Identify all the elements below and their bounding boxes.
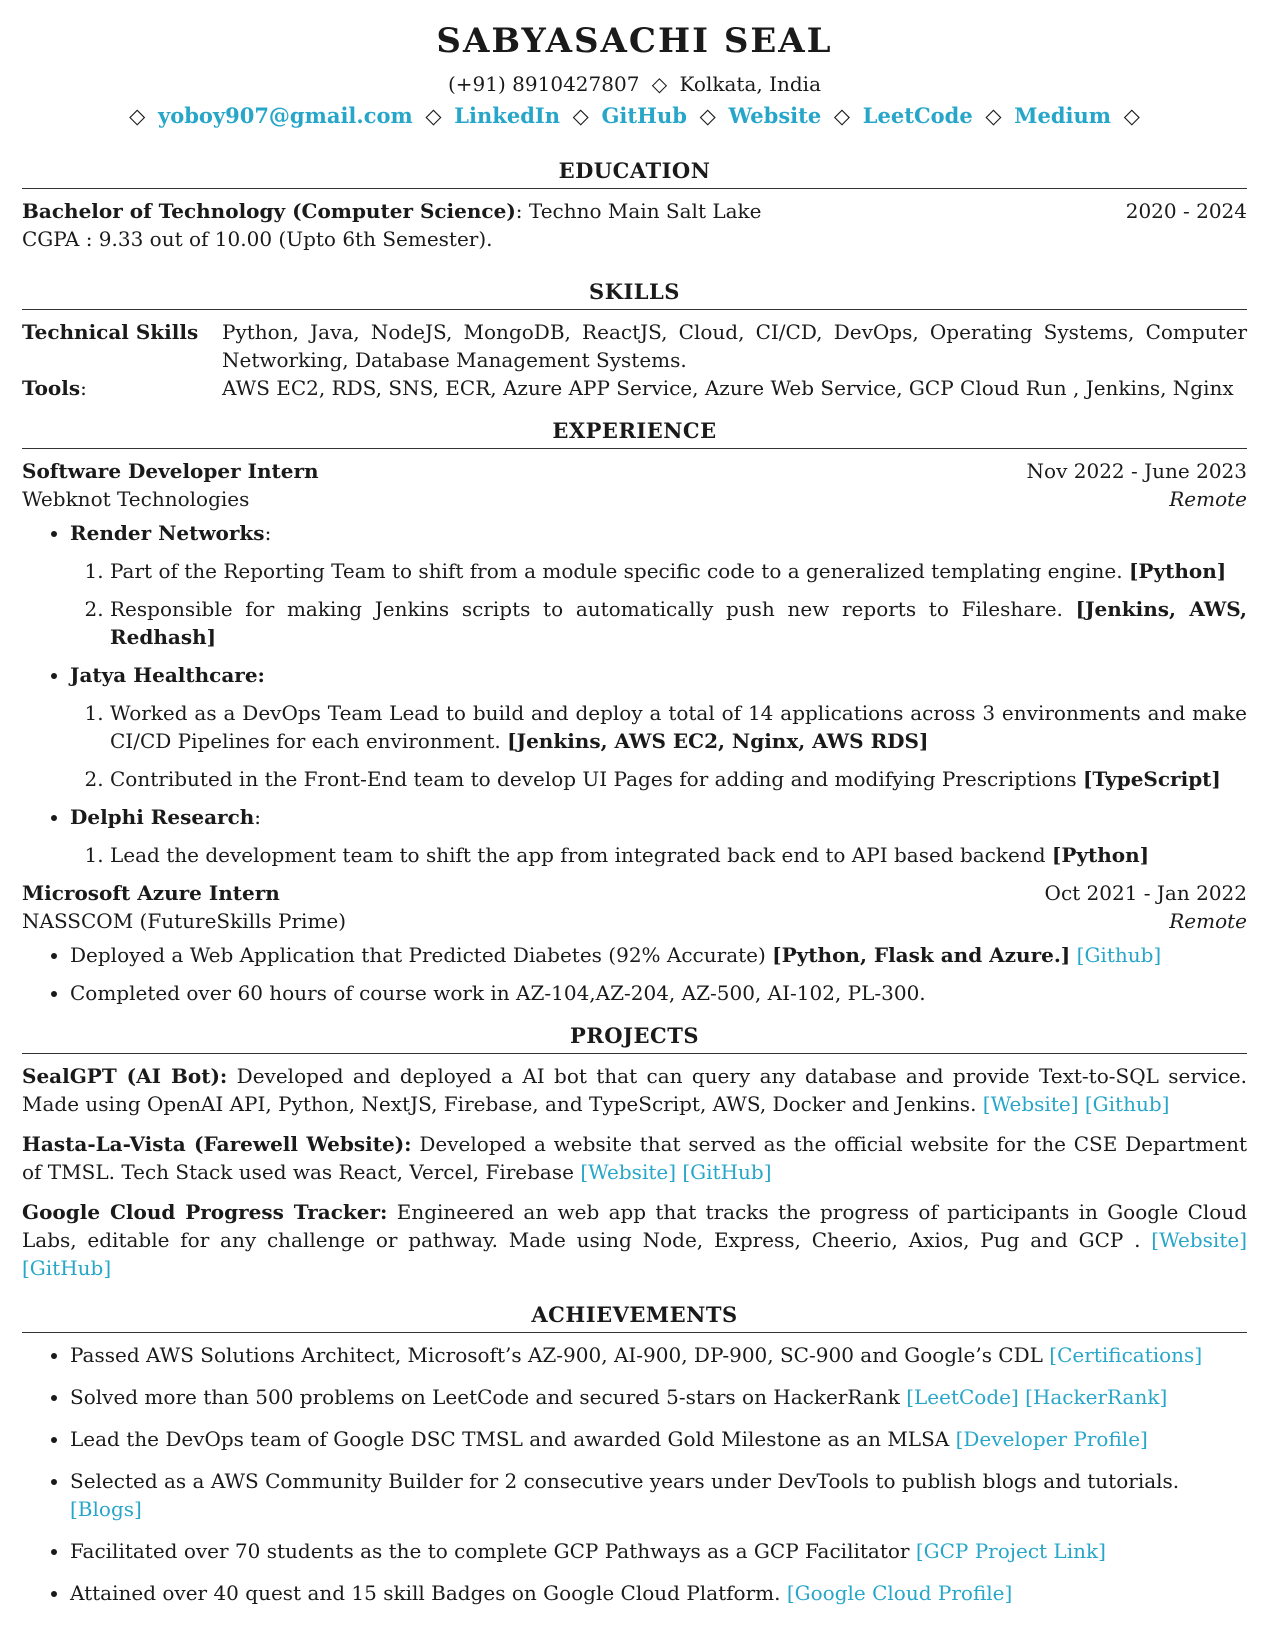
separator-diamond-icon: ◇	[833, 104, 851, 128]
job1-role: Software Developer Intern	[22, 459, 319, 483]
blogs-link[interactable]: [Blogs]	[70, 1497, 142, 1521]
section-divider	[22, 188, 1247, 189]
section-divider	[22, 448, 1247, 449]
school: Techno Main Salt Lake	[528, 199, 762, 223]
client-tasks	[70, 699, 1247, 793]
job1-mode: Remote	[1169, 487, 1247, 511]
task-item	[110, 699, 1247, 755]
job1-dates: Nov 2022 - June 2023	[1026, 459, 1247, 483]
project-name: Hasta-La-Vista (Farewell Website):	[22, 1132, 412, 1156]
cgpa-row	[22, 225, 1247, 253]
project-desc: Developed and deployed a AI bot that can query any database and provide Text-to-SQL service. Made using OpenAI API, Python, NextJS, Firebase, and TypeScript, AWS, Docker and Jenkins.	[22, 1064, 1247, 1116]
section-title-experience: EXPERIENCE	[552, 418, 717, 443]
project-name: Google Cloud Progress Tracker:	[22, 1200, 388, 1224]
cgpa: CGPA : 9.33 out of 10.00 (Upto 6th Semester).	[22, 227, 493, 251]
achievement-text: Selected as a AWS Community Builder for 2 consecutive years under DevTools to publish blogs and tutorials.	[70, 1469, 1180, 1493]
achievement-item	[70, 1383, 1247, 1411]
certifications-link[interactable]: [Certifications]	[1049, 1343, 1203, 1367]
job2-dates: Oct 2021 - Jan 2022	[1044, 881, 1247, 905]
separator-diamond-icon: ◇	[699, 104, 716, 128]
technical-skills-label: Technical Skills	[22, 320, 199, 344]
client-tasks	[70, 557, 1247, 651]
project-item	[22, 1198, 1247, 1282]
tools-value: AWS EC2, RDS, SNS, ECR, Azure APP Service, Azure Web Service, GCP Cloud Run , Jenkins, Nginx	[222, 376, 1234, 400]
location: Kolkata, India	[679, 72, 821, 96]
google-cloud-profile-link[interactable]: [Google Cloud Profile]	[786, 1581, 1013, 1605]
task-text: Contributed in the Front-End team to develop UI Pages for adding and modifying Prescriptions	[110, 767, 1077, 791]
project-website-link[interactable]: [Website]	[580, 1160, 677, 1184]
client-tasks	[70, 841, 1247, 869]
bullet-text: Completed over 60 hours of course work in AZ-104,AZ-204, AZ-500, AI-102, PL-300.	[70, 981, 926, 1005]
job2-role: Microsoft Azure Intern	[22, 881, 280, 905]
separator-diamond-icon: ◇	[572, 104, 589, 128]
contact-row	[22, 68, 1247, 100]
task-tag: [TypeScript]	[1082, 767, 1221, 791]
project-github-link[interactable]: [Github]	[1084, 1092, 1170, 1116]
hackerrank-link[interactable]: [HackerRank]	[1025, 1385, 1168, 1409]
project-github-link[interactable]: [GitHub]	[22, 1256, 112, 1280]
tools-label-wrap	[22, 374, 222, 402]
separator-diamond-icon: ◇	[985, 104, 1002, 128]
achievement-list	[22, 1341, 1247, 1607]
bullet-tag: [Python, Flask and Azure.]	[772, 943, 1071, 967]
education-degree-line	[22, 197, 762, 225]
client-suffix: :	[264, 521, 272, 545]
achievement-item	[70, 1341, 1247, 1369]
achievement-item	[70, 1425, 1247, 1453]
separator-diamond-icon: ◇	[425, 104, 442, 128]
phone-number: (+91) 8910427807	[448, 72, 640, 96]
achievement-text: Facilitated over 70 students as the to complete GCP Pathways as a GCP Facilitator	[70, 1539, 910, 1563]
medium-link[interactable]: Medium	[1014, 103, 1111, 128]
client-suffix: :	[254, 805, 262, 829]
project-item	[22, 1130, 1247, 1186]
skills-grid	[22, 318, 1247, 402]
job1-subheader	[22, 485, 1247, 513]
job2-bullet	[70, 979, 1247, 1007]
github-link[interactable]: [Github]	[1076, 943, 1162, 967]
linkedin-link[interactable]: LinkedIn	[454, 103, 560, 128]
task-tag: [Python]	[1128, 559, 1227, 583]
candidate-name: SABYASACHI SEAL	[436, 21, 833, 61]
task-text: Worked as a DevOps Team Lead to build and deploy a total of 14 applications across 3 environments and make CI/CD Pipelines for each environment.	[110, 701, 1247, 753]
separator-diamond-icon: ◇	[651, 72, 668, 96]
job2-header	[22, 879, 1247, 907]
project-github-link[interactable]: [GitHub]	[682, 1160, 772, 1184]
leetcode-link[interactable]: LeetCode	[862, 103, 973, 128]
tools-label: Tools	[22, 376, 81, 400]
technical-skills-value: Python, Java, NodeJS, MongoDB, ReactJS, Cloud, CI/CD, DevOps, Operating Systems, Computer Networking, Database Management Systems.	[222, 320, 1247, 372]
section-divider	[22, 1332, 1247, 1333]
job1-company: Webknot Technologies	[22, 487, 250, 511]
bullet-text: Deployed a Web Application that Predicted Diabetes (92% Accurate)	[70, 943, 766, 967]
leetcode-profile-link[interactable]: [LeetCode]	[906, 1385, 1019, 1409]
education-years: 2020 - 2024	[1125, 199, 1247, 223]
achievement-item	[70, 1579, 1247, 1607]
task-item	[110, 765, 1247, 793]
gcp-project-link[interactable]: [GCP Project Link]	[915, 1539, 1106, 1563]
project-desc: Engineered an web app that tracks the progress of participants in Google Cloud Labs, editable for any challenge or pathway. Made using Node, Express, Cheerio, Axios, Pug and GCP .	[22, 1200, 1248, 1252]
job2-subheader	[22, 907, 1247, 935]
project-website-link[interactable]: [Website]	[982, 1092, 1079, 1116]
task-text: Lead the development team to shift the app from integrated back end to API based backend	[110, 843, 1046, 867]
achievement-text: Lead the DevOps team of Google DSC TMSL and awarded Gold Milestone as an MLSA	[70, 1427, 950, 1451]
task-tag: [Python]	[1051, 843, 1150, 867]
separator-diamond-icon: ◇	[129, 104, 146, 128]
client-item	[70, 519, 1247, 651]
email-link[interactable]: yoboy907@gmail.com	[158, 103, 413, 128]
achievement-text: Passed AWS Solutions Architect, Microsoft’s AZ-900, AI-900, DP-900, SC-900 and Google’s CDL	[70, 1343, 1043, 1367]
job1-clients	[22, 519, 1247, 869]
achievement-text: Solved more than 500 problems on LeetCode and secured 5-stars on HackerRank	[70, 1385, 900, 1409]
section-title-projects: PROJECTS	[570, 1023, 699, 1048]
job2-company: NASSCOM (FutureSkills Prime)	[22, 909, 347, 933]
project-item	[22, 1062, 1247, 1118]
client-name: Jatya Healthcare:	[70, 663, 265, 687]
job2-bullets	[22, 941, 1247, 1007]
job1-header	[22, 457, 1247, 485]
section-title-skills: SKILLS	[589, 279, 680, 304]
website-link[interactable]: Website	[728, 103, 822, 128]
task-item	[110, 841, 1247, 869]
job2-mode: Remote	[1169, 909, 1247, 933]
education-row	[22, 197, 1247, 225]
github-link[interactable]: GitHub	[601, 103, 687, 128]
separator-diamond-icon: ◇	[1123, 104, 1140, 128]
client-item	[70, 803, 1247, 869]
degree: Bachelor of Technology (Computer Science)	[22, 199, 516, 223]
links-row	[22, 100, 1247, 132]
tools-colon: :	[80, 376, 87, 400]
task-text: Part of the Reporting Team to shift from a module specific code to a generalized templating engine.	[110, 559, 1123, 583]
degree-colon: :	[515, 199, 523, 223]
task-tag: [Jenkins, AWS EC2, Nginx, AWS RDS]	[507, 729, 929, 753]
achievement-text: Attained over 40 quest and 15 skill Badges on Google Cloud Platform.	[70, 1581, 781, 1605]
project-name: SealGPT (AI Bot):	[22, 1064, 228, 1088]
client-name: Render Networks	[70, 521, 265, 545]
project-desc: Developed a website that served as the official website for the CSE Department of TMSL. Tech Stack used was React, Vercel, Firebase	[22, 1132, 1248, 1184]
task-tag: [Jenkins, AWS, Redhash]	[110, 597, 1247, 649]
section-divider	[22, 1053, 1247, 1054]
task-item	[110, 595, 1247, 651]
task-item	[110, 557, 1247, 585]
achievement-item	[70, 1467, 1247, 1523]
task-text: Responsible for making Jenkins scripts to automatically push new reports to Fileshare.	[110, 597, 1063, 621]
client-item	[70, 661, 1247, 793]
achievement-item	[70, 1537, 1247, 1565]
job2-bullet	[70, 941, 1247, 969]
section-title-education: EDUCATION	[558, 158, 711, 183]
client-name: Delphi Research	[70, 805, 255, 829]
section-title-achievements: ACHIEVEMENTS	[531, 1302, 738, 1327]
developer-profile-link[interactable]: [Developer Profile]	[955, 1427, 1148, 1451]
project-website-link[interactable]: [Website]	[1151, 1228, 1247, 1252]
section-divider	[22, 309, 1247, 310]
